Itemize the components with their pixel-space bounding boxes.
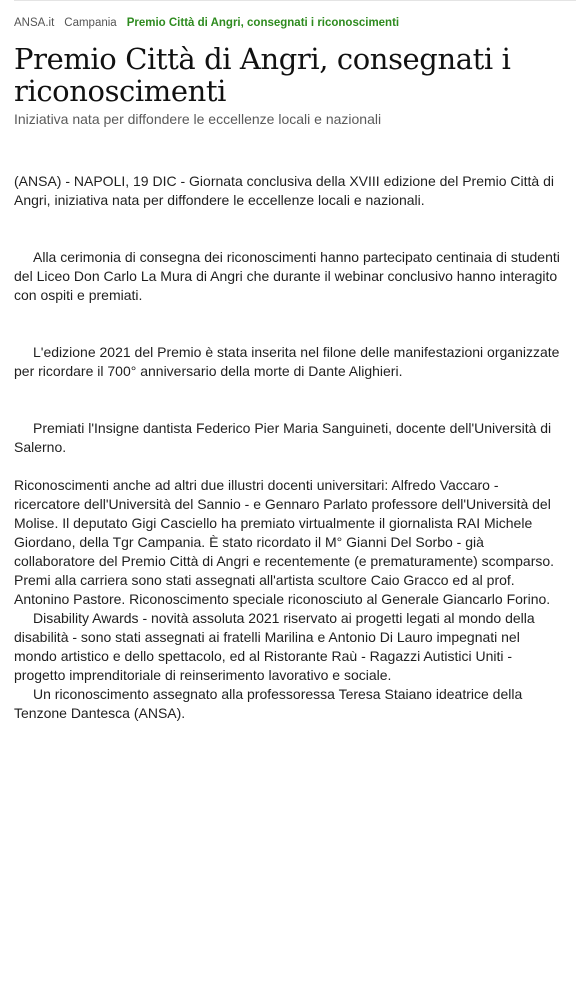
article-paragraph: L'edizione 2021 del Premio è stata inserita nel filone delle manifestazioni organizzate per ricordare il 700° anniversario della morte di Dante Alighieri. bbox=[14, 344, 560, 379]
breadcrumb-item-campania[interactable]: Campania bbox=[64, 17, 117, 29]
breadcrumb bbox=[14, 0, 562, 30]
top-divider bbox=[14, 0, 576, 1]
article-paragraph: (ANSA) - NAPOLI, 19 DIC - Giornata conclusiva della XVIII edizione del Premio Città di Angri, iniziativa nata per diffondere le eccellenze locali e nazionali. bbox=[14, 173, 554, 208]
article-paragraph: Premiati l'Insigne dantista Federico Pier Maria Sanguineti, docente dell'Università di Salerno. bbox=[14, 420, 552, 455]
article-subtitle: Iniziativa nata per diffondere le eccellenze locali e nazionali bbox=[14, 111, 382, 127]
article-paragraph: Un riconoscimento assegnato alla professoressa Teresa Staiano ideatrice della Tenzone Dantesca (ANSA). bbox=[14, 686, 523, 721]
article-paragraph: Alla cerimonia di consegna dei riconoscimenti hanno partecipato centinaia di studenti del Liceo Don Carlo La Mura di Angri che durante il webinar conclusivo hanno interagito con ospiti e premiati. bbox=[14, 249, 560, 303]
article-paragraph: Riconoscimenti anche ad altri due illustri docenti universitari: Alfredo Vaccaro - ricercatore dell'Università del Sannio - e Gennaro Parlato professore dell'Università del Molise. Il deputato Gigi Casciello ha premiato virtualmente il giornalista RAI Michele Giordano, della Tgr Campania. È stato ricordato il M° Gianni Del Sorbo - già collaboratore del Premio Città di Angri e recentemente (e prematuramente) scomparso. Premi alla carriera sono stati assegnati all'artista scultore Caio Gracco ed al prof. Antonino Pastore. Riconoscimento speciale riconosciuto al Generale Giancarlo Forino. bbox=[14, 477, 555, 607]
article-title: Premio Città di Angri, consegnati i riconoscimenti bbox=[14, 42, 511, 108]
article-body bbox=[14, 172, 562, 723]
article-paragraph: Disability Awards - novità assoluta 2021 riservato ai progetti legati al mondo della disabilità - sono stati assegnati ai fratelli Marilina e Antonio Di Lauro impegnati nel mondo artistico e dello spettacolo, ed al Ristorante Raù - Ragazzi Autistici Uniti - progetto imprenditoriale di reinserimento lavorativo e sociale. bbox=[14, 610, 535, 683]
breadcrumb-current: Premio Città di Angri, consegnati i riconoscimenti bbox=[126, 17, 400, 29]
breadcrumb-item-ansa[interactable]: ANSA.it bbox=[14, 17, 55, 29]
